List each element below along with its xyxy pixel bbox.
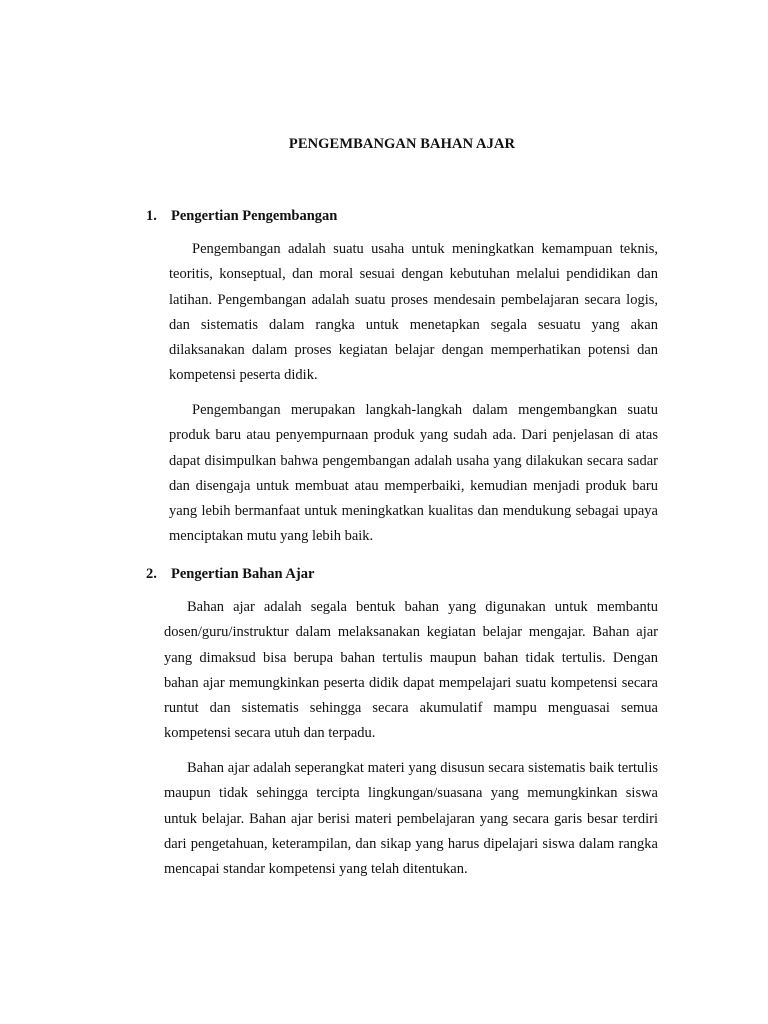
paragraph-1-2: Pengembangan merupakan langkah-langkah dalam mengembangkan suatu produk baru atau penyempurnaan produk yang sudah ada. Dari penjelasan di atas dapat disimpulkan bahwa pengembangan adalah usaha yang dilakukan secara sadar dan disengaja untuk membuat atau memperbaiki, kemudian menjadi produk baru yang lebih bermanfaat untuk meningkatkan kualitas dan mendukung sebagai upaya menciptakan mutu yang lebih baik. xyxy=(169,402,658,545)
paragraph-2-1: Bahan ajar adalah segala bentuk bahan yang digunakan untuk membantu dosen/guru/instruktur dalam melaksanakan kegiatan belajar mengajar. Bahan ajar yang dimaksud bisa berupa bahan tertulis maupun bahan tidak tertulis. Dengan bahan ajar memungkinkan peserta didik dapat mempelajari suatu kompetensi secara runtut dan sistematis sehingga secara akumulatif mampu menguasai semua kompetensi secara utuh dan terpadu. xyxy=(164,599,658,742)
section-number: 2. xyxy=(146,566,157,582)
document-title: PENGEMBANGAN BAHAN AJAR xyxy=(288,136,516,152)
section-number: 1. xyxy=(146,208,157,224)
section-heading-text: Pengertian Pengembangan xyxy=(171,208,338,224)
paragraph-1-1: Pengembangan adalah suatu usaha untuk meningkatkan kemampuan teknis, teoritis, konseptual, dan moral sesuai dengan kebutuhan melalui pendidikan dan latihan. Pengembangan adalah suatu proses mendesain pembelajaran secara logis, dan sistematis dalam rangka untuk menetapkan segala sesuatu yang akan dilaksanakan dalam proses kegiatan belajar dengan memperhatikan potensi dan kompetensi peserta didik. xyxy=(169,241,658,384)
section-heading-text: Pengertian Bahan Ajar xyxy=(171,566,315,582)
section-heading-2 xyxy=(146,566,314,583)
paragraph-2-2: Bahan ajar adalah seperangkat materi yang disusun secara sistematis baik tertulis maupun tidak sehingga tercipta lingkungan/suasana yang memungkinkan siswa untuk belajar. Bahan ajar berisi materi pembelajaran yang secara garis besar terdiri dari pengetahuan, keterampilan, dan sikap yang harus dipelajari siswa dalam rangka mencapai standar kompetensi yang telah ditentukan. xyxy=(164,760,658,878)
section-heading-1 xyxy=(146,208,337,225)
